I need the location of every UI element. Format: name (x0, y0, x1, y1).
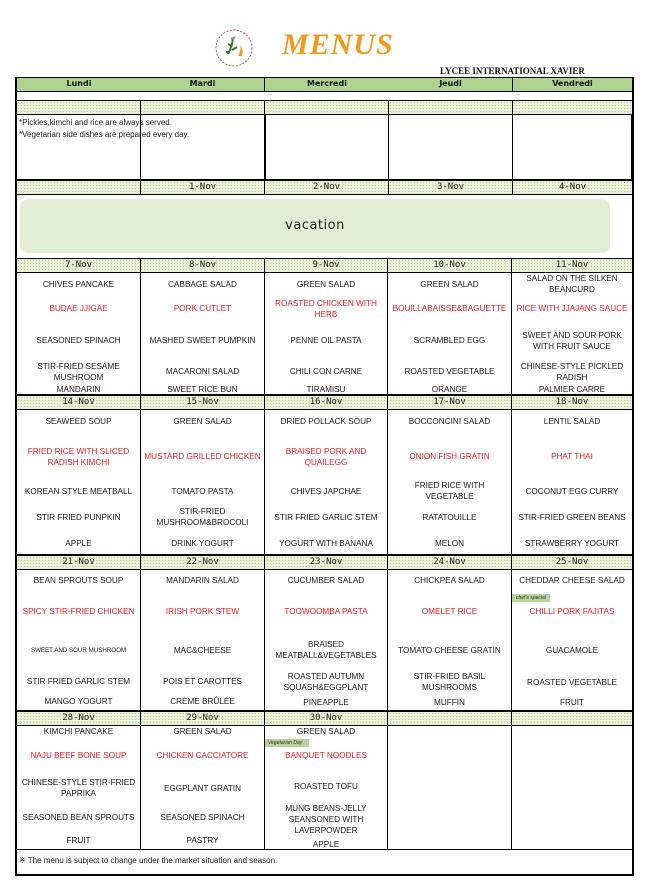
day-cell (17, 410, 141, 554)
dish-side: CHIVES JAPCHAE (290, 486, 362, 496)
dish-main: BRAISED PORK AND QUAILEGG (285, 446, 367, 467)
dish-main: FRIED RICE WITH SLICED RADISH KIMCHI (27, 446, 130, 467)
menu-row-week5 (17, 726, 632, 850)
dish-main: CHICKEN CACCIATORE (156, 750, 249, 760)
dish-side: STIR-FRIED MUSHROOM&BROCOLI (156, 507, 249, 527)
dish-side: FRIED RICE WITH VEGETABLE (414, 481, 485, 501)
dish-starter: MANDARIN SALAD (166, 575, 239, 585)
dish-main: BOUILLABAISSE&BAGUETTE (392, 304, 507, 313)
dish-main: OMELET RICE (421, 606, 478, 616)
date-row-week2 (17, 258, 632, 273)
date-cell: 25-Nov (555, 557, 589, 567)
dish-dessert: SWEET RICE BUN (167, 384, 238, 394)
dish-starter: CHIVES PANCAKE (42, 279, 115, 289)
dish-side: COCONUT EGG CURRY (525, 486, 619, 496)
dish-side: CHINESE-STYLE STIR-FRIED PAPRIKA (21, 778, 136, 798)
day-cell (388, 410, 512, 554)
date-cell: 18-Nov (555, 397, 589, 407)
weekday-jeudi: Jeudi (389, 78, 513, 91)
day-cell (512, 570, 632, 710)
dish-main: ONION FISH GRATIN (409, 452, 490, 461)
dish-main: SPICY STIR-FRIED CHICKEN (22, 606, 135, 616)
dish-side: ROASTED VEGETABLE (527, 677, 617, 687)
dish-starter: CUCUMBER SALAD (287, 575, 365, 585)
dish-main: PORK CUTLET (173, 304, 232, 313)
dish-side: MACARONI SALAD (165, 367, 240, 376)
dish-side: EGGPLANT GRATIN (163, 783, 242, 793)
dish-side: SEASONED SPINACH (160, 812, 245, 822)
weekday-lundi: Lundi (66, 79, 92, 88)
date-cell: 15-Nov (141, 396, 265, 409)
dish-side: SWEET AND SOUR PORK WITH FRUIT SAUCE (522, 330, 622, 351)
dish-dessert: ORANGE (431, 384, 468, 394)
date-cell: 23-Nov (264, 556, 388, 569)
weekday-mardi: Mardi (141, 78, 265, 91)
day-cell (512, 410, 632, 554)
date-cell: 1-Nov (141, 181, 265, 194)
day-cell (264, 410, 388, 554)
date-row-week1 (17, 180, 632, 195)
dish-starter: SALAD ON THE SILKEN BEANCURD (526, 274, 618, 294)
dish-starter: GREEN SALAD (173, 727, 232, 736)
day-cell-empty (388, 726, 512, 849)
day-cell (264, 726, 388, 849)
dish-dessert: PINEAPPLE (303, 697, 349, 707)
dish-dessert: PALMIER CARRE (538, 384, 606, 394)
blank-date-row (17, 101, 632, 115)
dish-main: TOOWOOMBA PASTA (284, 606, 368, 616)
dish-main: CHILLI PORK FAJITAS (529, 606, 615, 616)
date-cell: 7-Nov (17, 259, 141, 272)
date-cell: 2-Nov (265, 181, 389, 194)
dish-side: BRAISED MEATBALL&VEGETABLES (275, 640, 377, 660)
date-cell: 10-Nov (388, 259, 512, 272)
dish-starter: BEAN SPROUTS SOUP (33, 575, 124, 585)
dish-dessert: FRUIT (559, 697, 585, 707)
date-cell: 8-Nov (141, 259, 265, 272)
dish-starter: LENTIL SALAD (543, 416, 601, 426)
dish-main: IRISH PORK STEW (165, 606, 240, 616)
dish-dessert: MELON (434, 538, 465, 548)
school-crest-icon (214, 28, 254, 68)
dish-side: POIS ET CAROTTES (162, 676, 242, 686)
day-cell (141, 726, 265, 849)
weekday-mercredi: Mercredi (307, 79, 347, 88)
dish-starter: CHICKPEA SALAD (414, 575, 485, 585)
dish-side: RATATOUILLE (422, 512, 477, 522)
menu-row-week3 (17, 410, 632, 555)
dish-side: ROASTED VEGETABLE (404, 367, 495, 376)
day-cell (141, 410, 265, 554)
dish-side: TOMATO PASTA (171, 486, 234, 496)
note-vegetarian: *Vegetarian side dishes are prepared every day. (19, 130, 190, 139)
date-cell: 28-Nov (17, 712, 141, 725)
dish-main: PHAT THAI (551, 452, 593, 461)
school-name: LYCEE INTERNATIONAL XAVIER (440, 66, 585, 76)
vacation-row (17, 195, 632, 258)
date-cell (388, 712, 512, 725)
dish-side: ROASTED TOFU (294, 781, 358, 791)
dish-side: CHILI CON CARNE (289, 367, 363, 376)
vacation-banner: vacation (20, 199, 610, 253)
dish-dessert: MANDARIN (56, 384, 101, 394)
date-cell: 29-Nov (141, 712, 265, 725)
dish-side: MAC&CHEESE (173, 645, 232, 655)
dish-side: SEASONED BEAN SPROUTS (22, 812, 135, 822)
dish-main: ROASTED CHICKEN WITH HERB (275, 298, 377, 319)
vegetarian-day-tag: Vegetarian Day (265, 739, 309, 747)
menu-table (15, 77, 634, 876)
dish-side: TOMATO CHEESE GRATIN (398, 645, 501, 655)
page-title: MENUS (282, 28, 394, 61)
day-cell-empty (512, 726, 632, 849)
spacer-row (17, 92, 632, 101)
dish-side: PENNE OIL PASTA (290, 336, 362, 345)
school-logo (214, 28, 254, 68)
day-cell (388, 273, 512, 394)
date-row-week3 (17, 395, 632, 410)
day-cell (141, 273, 265, 394)
date-cell: 4-Nov (558, 182, 587, 192)
menu-row-week2 (17, 273, 632, 395)
date-cell (17, 181, 141, 194)
date-cell: 3-Nov (389, 181, 513, 194)
date-row-week4 (17, 555, 632, 570)
dish-starter: GREEN SALAD (296, 727, 356, 736)
dish-main: NAJU BEEF BONE SOUP (30, 750, 127, 760)
dish-dessert: APPLE (312, 839, 340, 849)
day-cell (17, 273, 141, 394)
dish-side: MASHED SWEET PUMPKIN (149, 336, 256, 345)
date-cell: 22-Nov (141, 556, 265, 569)
date-cell: 14-Nov (17, 396, 141, 409)
footer-note: ※ The menu is subject to change under the market situation and season. (19, 856, 278, 865)
dish-side: STIR-FRIED GREEN BEANS (518, 512, 626, 522)
dish-starter: CABBAGE SALAD (168, 279, 237, 289)
dish-starter: CHEDDAR CHEESE SALAD (519, 575, 625, 585)
dish-main: RICE WITH JJAJANG SAUCE (516, 304, 628, 313)
dish-side: CHINESE-STYLE PICKLED RADISH (520, 361, 624, 382)
dish-dessert: STRAWBERRY YOGURT (524, 538, 620, 548)
dish-dessert: FRUIT (66, 835, 91, 845)
weekday-header-row (17, 77, 632, 92)
day-cell (17, 570, 141, 710)
menu-row-week4 (17, 570, 632, 711)
footer-row (17, 850, 632, 876)
dish-dessert: MUFFIN (434, 697, 465, 707)
dish-side: ROASTED AUTUMN SQUASH&EGGPLANT (283, 672, 369, 692)
dish-starter: GREEN SALAD (173, 416, 232, 426)
day-cell (512, 273, 632, 394)
day-cell (264, 570, 388, 710)
dish-side: STIR-FRIED SESAME MUSHROOM (37, 361, 120, 382)
day-cell (388, 570, 512, 710)
dish-side: KOREAN STYLE MEATBALL (24, 486, 133, 496)
note-pickles: *Pickles,kimchi and rice are always served. (19, 118, 172, 127)
weekday-vendredi: Vendredi (552, 79, 593, 88)
dish-dessert: APPLE (65, 538, 92, 548)
dish-starter: KIMCHI PANCAKE (43, 727, 114, 736)
dish-main: BUDAE JJIGAE (49, 304, 108, 313)
dish-main: MUSTARD GRILLED CHICKEN (144, 452, 261, 461)
date-cell: 17-Nov (388, 396, 512, 409)
dish-side: STIR FRIED PUNPKIN (36, 512, 121, 522)
dish-side: SWEET AND SOUR MUSHROOM (30, 646, 127, 654)
dish-dessert: MANGO YOGURT (44, 696, 113, 706)
notes-row (17, 115, 632, 180)
dish-side: STIR FRIED GARLIC STEM (26, 676, 131, 686)
dish-dessert: TIRAMISU (306, 384, 346, 394)
date-cell (512, 712, 632, 725)
notes (19, 117, 189, 141)
date-row-week5 (17, 711, 632, 726)
dish-side: MUNG BEANS-JELLY SEANSONED WITH LAVERPOWDER (285, 803, 367, 835)
date-cell: 24-Nov (388, 556, 512, 569)
day-cell (141, 570, 265, 710)
dish-main: BANQUET NOODLES (285, 750, 367, 760)
day-cell (264, 273, 388, 394)
dish-starter: GREEN SALAD (296, 279, 356, 289)
dish-starter: GREEN SALAD (420, 279, 479, 289)
dish-side: STIR FRIED GARLIC STEM (274, 512, 378, 522)
dish-side: GUACAMOLE (545, 645, 599, 655)
date-cell: 11-Nov (555, 260, 589, 270)
date-cell: 30-Nov (264, 712, 388, 725)
date-cell: 9-Nov (264, 259, 388, 272)
dish-starter: DRIED POLLACK SOUP (280, 416, 372, 426)
day-cell (17, 726, 141, 849)
dish-side: STIR-FRIED BASIL MUSHROOMS (413, 672, 486, 692)
dish-starter: BOCCONCINI SALAD (408, 416, 491, 426)
chef-special-tag: chef's special (512, 594, 550, 602)
dish-dessert: PASTRY (186, 835, 219, 845)
dish-starter: SEAWEED SOUP (45, 416, 112, 426)
dish-side: SCRAMBLED EGG (413, 336, 486, 345)
dish-dessert: CRÈME BRÛLÉE (170, 696, 235, 706)
date-cell: 21-Nov (17, 556, 141, 569)
date-cell: 16-Nov (264, 396, 388, 409)
dish-dessert: DRINK YOGURT (171, 538, 234, 548)
dish-dessert: YOGURT WITH BANANA (279, 538, 373, 548)
dish-side: SEASONED SPINACH (36, 336, 121, 345)
